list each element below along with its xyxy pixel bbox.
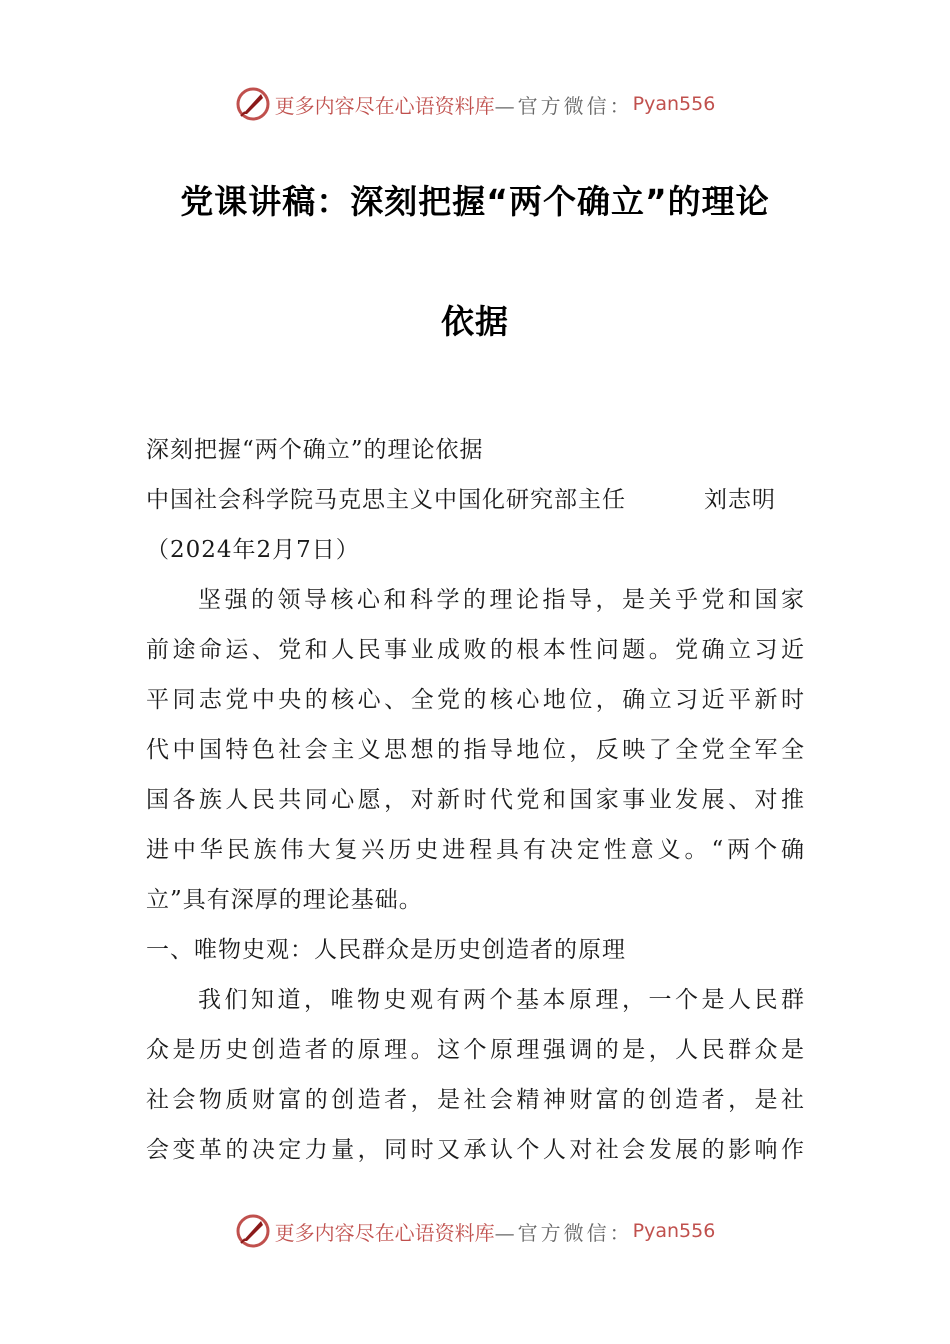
watermark-wechat-id: Pyan556: [632, 1220, 716, 1242]
document-title-line1: 党课讲稿：深刻把握“两个确立”的理论: [180, 182, 770, 221]
article-subtitle: 深刻把握“两个确立”的理论依据: [146, 437, 484, 463]
document-title-line2: 依据: [441, 302, 509, 341]
paragraph-line: 立”具有深厚的理论基础。: [146, 887, 423, 913]
article-date: （2024年2月7日）: [146, 537, 360, 563]
section-heading-1: 一、唯物史观：人民群众是历史创造者的原理: [146, 937, 626, 963]
paragraph-1: [146, 578, 806, 928]
document-body: [146, 428, 806, 1178]
watermark-text: 更多内容尽在心语资料库: [274, 93, 495, 118]
paragraph-line: 平同志党中央的核心、全党的核心地位，确立习近平新时: [146, 687, 806, 713]
watermark-sub: —官方微信：: [494, 1220, 633, 1245]
watermark-sub: —官方微信：: [494, 93, 633, 118]
watermark-wechat-id: Pyan556: [632, 93, 716, 115]
watermark-banner-top: [0, 84, 950, 124]
paragraph-line: 会变革的决定力量，同时又承认个人对社会发展的影响作: [146, 1137, 806, 1163]
paragraph-line: 国各族人民共同心愿，对新时代党和国家事业发展、对推: [146, 787, 806, 813]
paragraph-line: 代中国特色社会主义思想的指导地位，反映了全党全军全: [146, 737, 806, 763]
paragraph-line: 坚强的领导核心和科学的理论指导，是关乎党和国家: [198, 587, 806, 613]
author-name: 刘志明: [704, 487, 776, 513]
paragraph-line: 我们知道，唯物史观有两个基本原理，一个是人民群: [198, 987, 806, 1013]
author-line: [146, 478, 806, 528]
paragraph-line: 前途命运、党和人民事业成败的根本性问题。党确立习近: [146, 637, 806, 663]
watermark-banner-bottom: [0, 1211, 950, 1251]
paragraph-line: 众是历史创造者的原理。这个原理强调的是，人民群众是: [146, 1037, 806, 1063]
author-affiliation: 中国社会科学院马克思主义中国化研究部主任: [146, 487, 626, 513]
quill-logo-icon: [235, 1213, 271, 1249]
quill-logo-icon: [235, 86, 271, 122]
paragraph-line: 社会物质财富的创造者，是社会精神财富的创造者，是社: [146, 1087, 806, 1113]
paragraph-2: [146, 978, 806, 1178]
watermark-text: 更多内容尽在心语资料库: [274, 1220, 495, 1245]
paragraph-line: 进中华民族伟大复兴历史进程具有决定性意义。“两个确: [146, 837, 806, 863]
